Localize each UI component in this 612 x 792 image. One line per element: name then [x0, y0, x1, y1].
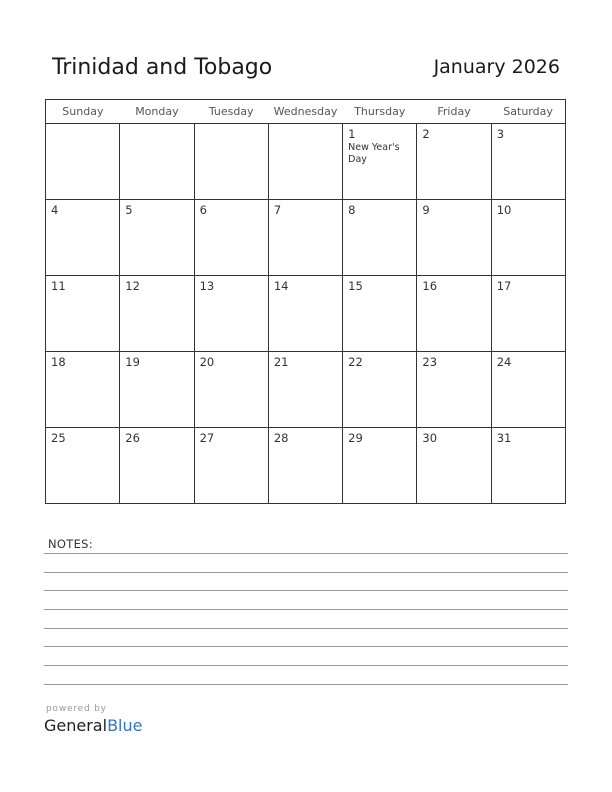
day-number: 11 — [51, 279, 66, 293]
week-row — [46, 428, 566, 504]
day-cell — [194, 124, 268, 200]
day-cell — [268, 276, 342, 352]
day-cell — [417, 124, 491, 200]
holiday-label: New Year's Day — [348, 142, 400, 165]
logo-general: General — [44, 716, 108, 735]
day-number: 24 — [496, 355, 512, 369]
weekday-tuesday: Tuesday — [194, 100, 268, 124]
day-number: 13 — [199, 279, 215, 293]
weekday-wednesday: Wednesday — [268, 100, 342, 124]
day-number: 27 — [199, 431, 215, 445]
logo-blue: Blue — [107, 716, 143, 735]
day-cell — [194, 276, 268, 352]
day-cell — [417, 352, 491, 428]
week-row — [46, 200, 566, 276]
day-cell — [417, 428, 491, 504]
day-number: 7 — [273, 203, 282, 217]
powered-by-text: powered by — [46, 704, 107, 714]
day-cell — [120, 200, 194, 276]
day-cell — [120, 276, 194, 352]
day-cell — [268, 352, 342, 428]
day-number: 23 — [422, 355, 438, 369]
day-cell — [194, 352, 268, 428]
day-cell — [268, 200, 342, 276]
day-number: 12 — [125, 279, 140, 293]
note-line — [44, 572, 568, 573]
day-cell — [491, 124, 565, 200]
day-number: 28 — [273, 431, 289, 445]
day-cell — [194, 200, 268, 276]
day-number: 30 — [422, 431, 438, 445]
weekday-saturday: Saturday — [491, 100, 565, 124]
day-cell — [417, 276, 491, 352]
day-number: 15 — [348, 279, 363, 293]
day-cell — [46, 276, 120, 352]
day-cell — [120, 428, 194, 504]
day-cell — [46, 200, 120, 276]
day-number: 31 — [496, 431, 512, 445]
day-cell — [343, 276, 417, 352]
day-number: 8 — [348, 203, 356, 217]
week-row — [46, 276, 566, 352]
note-line — [44, 590, 568, 591]
day-number: 21 — [273, 355, 289, 369]
weekday-thursday: Thursday — [343, 100, 417, 124]
day-cell — [46, 352, 120, 428]
note-line — [44, 553, 568, 554]
day-cell — [491, 276, 565, 352]
day-number: 29 — [348, 431, 363, 445]
day-cell — [491, 200, 565, 276]
day-number: 4 — [51, 203, 59, 217]
day-number: 16 — [422, 279, 438, 293]
day-number: 14 — [273, 279, 289, 293]
day-number: 3 — [496, 127, 505, 141]
week-row — [46, 124, 566, 200]
day-number: 19 — [125, 355, 140, 369]
day-cell — [491, 428, 565, 504]
day-cell — [491, 352, 565, 428]
day-cell — [343, 352, 417, 428]
day-cell — [343, 428, 417, 504]
weekday-friday: Friday — [417, 100, 491, 124]
day-number: 5 — [125, 203, 133, 217]
day-cell — [268, 428, 342, 504]
generalblue-logo — [44, 716, 142, 735]
day-number: 1 — [348, 127, 356, 141]
day-cell — [417, 200, 491, 276]
note-line — [44, 609, 568, 610]
day-cell — [268, 124, 342, 200]
note-line — [44, 646, 568, 647]
day-cell — [46, 124, 120, 200]
day-number: 17 — [496, 279, 512, 293]
day-number: 9 — [422, 203, 430, 217]
day-number: 22 — [348, 355, 363, 369]
day-number: 26 — [125, 431, 140, 445]
notes-label: NOTES: — [48, 537, 93, 551]
day-cell — [120, 124, 194, 200]
day-number: 20 — [199, 355, 215, 369]
day-number: 18 — [51, 355, 66, 369]
month-title: January 2026 — [433, 56, 560, 78]
weekday-sunday: Sunday — [46, 100, 120, 124]
day-cell — [343, 124, 417, 200]
weekday-monday: Monday — [120, 100, 194, 124]
country-title: Trinidad and Tobago — [52, 55, 273, 80]
note-line — [44, 628, 568, 629]
day-number: 2 — [422, 127, 430, 141]
day-cell — [343, 200, 417, 276]
note-line — [44, 665, 568, 666]
note-line — [44, 684, 568, 685]
weekday-header-row — [46, 100, 566, 124]
day-number: 10 — [496, 203, 512, 217]
week-row — [46, 352, 566, 428]
day-cell — [194, 428, 268, 504]
calendar-grid — [45, 99, 566, 504]
day-number: 6 — [199, 203, 207, 217]
day-cell — [46, 428, 120, 504]
day-number: 25 — [51, 431, 66, 445]
day-cell — [120, 352, 194, 428]
